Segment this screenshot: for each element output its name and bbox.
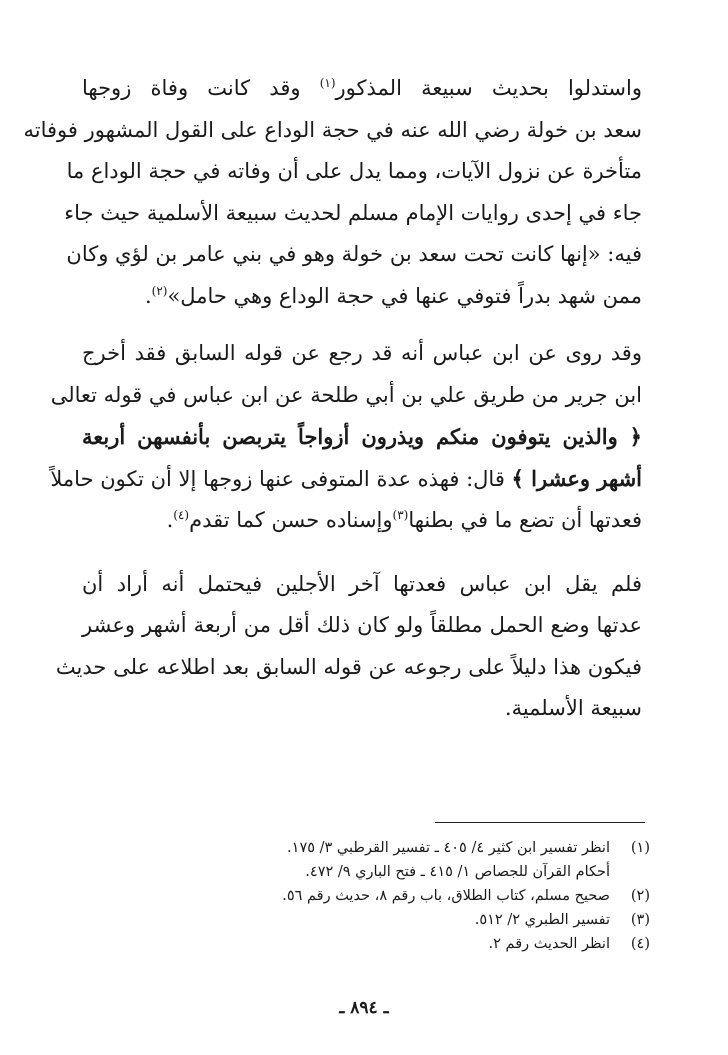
text-line: أشهر وعشرا ﴾ قال: فهذه عدة المتوفى عنها زوجها إلا أن تكون حاملاً [50,465,642,491]
footnote-ref[interactable]: (١) [319,76,336,90]
text-line: سعد بن خولة رضي الله عنه في حجة الوداع على القول المشهور فوفاته [23,117,642,142]
paragraph-1 [23,68,642,317]
footnote-text: انظر تفسير ابن كثير ٤/ ٤٠٥ ـ تفسير القرطبي ٣/ ١٧٥. [287,840,610,856]
text-line: سبيعة الأسلمية. [504,696,642,720]
footnote [130,836,650,860]
text-line: فيه: «إنها كانت تحت سعد بن خولة وهو في بني عامر بن لؤي وكان [66,242,642,266]
footnote-number: (٤) [630,936,650,952]
footnote-divider [435,822,645,823]
text-line: ابن جرير من طريق علي بن أبي طلحة عن ابن عباس في قوله تعالى [50,382,642,407]
footnote-number: (٢) [630,888,650,904]
footnote-ref[interactable]: (٣) [392,508,409,522]
text-line: متأخرة عن نزول الآيات، ومما يدل على أن وفاته في حجة الوداع ما [66,159,642,183]
footnote-text: أحكام القرآن للجصاص ١/ ٤١٥ ـ فتح الباري ٩/ ٤٧٢. [305,864,610,880]
text-line: جاء في إحدى روايات الإمام مسلم لحديث سبيعة الأسلمية حيث جاء [64,200,642,225]
footnote [130,908,650,932]
footnote-continuation [130,860,650,884]
text-line: فيكون هذا دليلاً على رجوعه عن قوله السابق بعد اطلاعه على حديث [55,654,642,679]
main-text [23,68,642,752]
quran-verse-end: أشهر وعشرا ﴾ [511,465,642,491]
footnote-ref[interactable]: (٤) [173,508,190,522]
footnote-ref[interactable]: (٢) [151,283,168,298]
footnote [130,932,650,956]
text-line: واستدلوا بحديث سبيعة المذكور$^{(١)}$ وقد كانت وفاة زوجها [82,76,642,100]
quran-verse-line: ﴿ والذين يتوفون منكم ويذرون أزواجاً يتربصن بأنفسهن أربعة [82,424,642,449]
footnote-number: (٣) [630,912,650,928]
footnote-text: تفسير الطبري ٢/ ٥١٢. [474,912,610,928]
footnote [130,884,650,908]
footnote-text: صحيح مسلم، كتاب الطلاق، باب رقم ٨، حديث رقم ٥٦. [282,888,610,904]
text-line: عدتها وضع الحمل مطلقاً ولو كان ذلك أقل من أربعة أشهر وعشر [82,613,642,637]
text-line: وقد روى عن ابن عباس أنه قد رجع عن قوله السابق فقد أخرج [82,341,642,365]
text-line: فلم يقل ابن عباس فعدتها آخر الأجلين فيحتمل أنه أراد أن [82,571,642,596]
text-line: ممن شهد بدراً فتوفي عنها في حجة الوداع وهي حامل»$^{(٢)}$. [144,283,642,308]
paragraph-2 [50,333,642,542]
text-line: فعدتها أن تضع ما في بطنها$^{(٣)}$وإسناده حسن كما تقدم$^{(٤)}$. [166,508,642,532]
footnotes [130,836,650,956]
paragraph-3 [55,564,642,730]
footnote-number: (١) [630,840,650,856]
page-number: ـ ٨٩٤ ـ [339,998,389,1018]
footnote-text: انظر الحديث رقم ٢. [488,936,610,952]
